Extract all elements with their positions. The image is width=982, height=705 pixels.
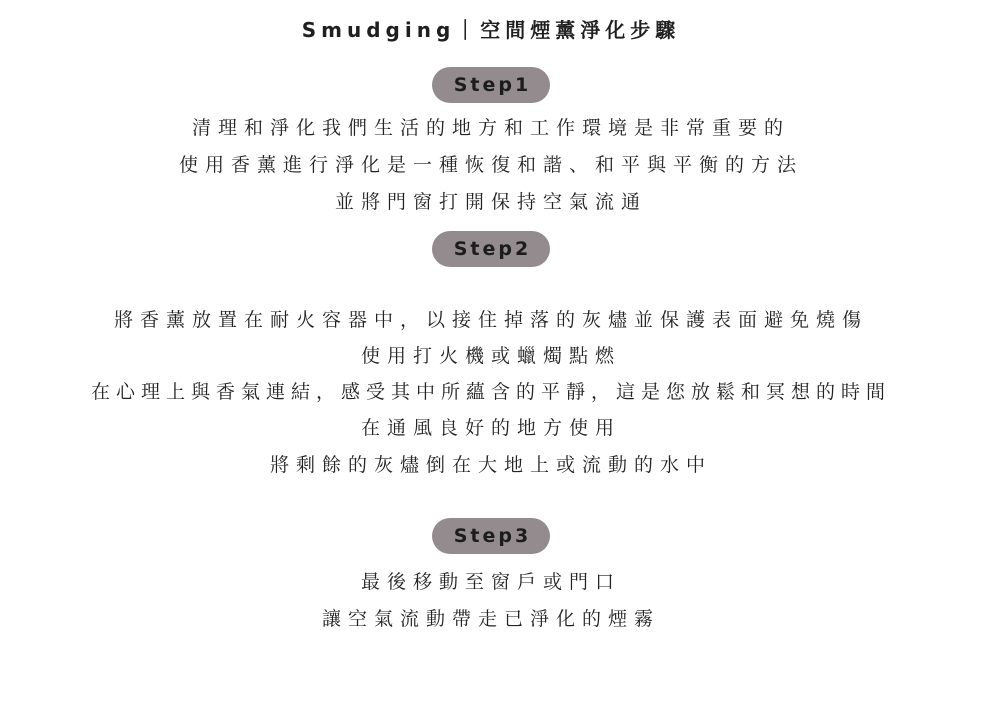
step2-line-3: 在心理上與香氣連結，感受其中所蘊含的平靜，這是您放鬆和冥想的時間 <box>90 381 891 403</box>
step1-badge: Step1 <box>432 67 550 103</box>
step2-line-4: 在通風良好的地方使用 <box>360 417 621 439</box>
step2-line-5: 將剩餘的灰燼倒在大地上或流動的水中 <box>269 454 712 476</box>
step2-badge: Step2 <box>432 231 550 267</box>
step1-line-3: 並將門窗打開保持空氣流通 <box>334 191 647 213</box>
step2-line-2: 使用打火機或蠟燭點燃 <box>360 345 621 367</box>
step1-line-2: 使用香薰進行淨化是一種恢復和諧、和平與平衡的方法 <box>178 154 803 176</box>
step3-line-2: 讓空氣流動帶走已淨化的煙霧 <box>321 608 660 630</box>
page-title: Smudging｜空間煙薰淨化步驟 <box>301 18 681 42</box>
step1-line-1: 清理和淨化我們生活的地方和工作環境是非常重要的 <box>191 117 790 139</box>
step3-line-1: 最後移動至窗戶或門口 <box>360 571 621 593</box>
step3-badge: Step3 <box>432 518 550 554</box>
step2-line-1: 將香薰放置在耐火容器中，以接住掉落的灰燼並保護表面避免燒傷 <box>113 309 868 331</box>
